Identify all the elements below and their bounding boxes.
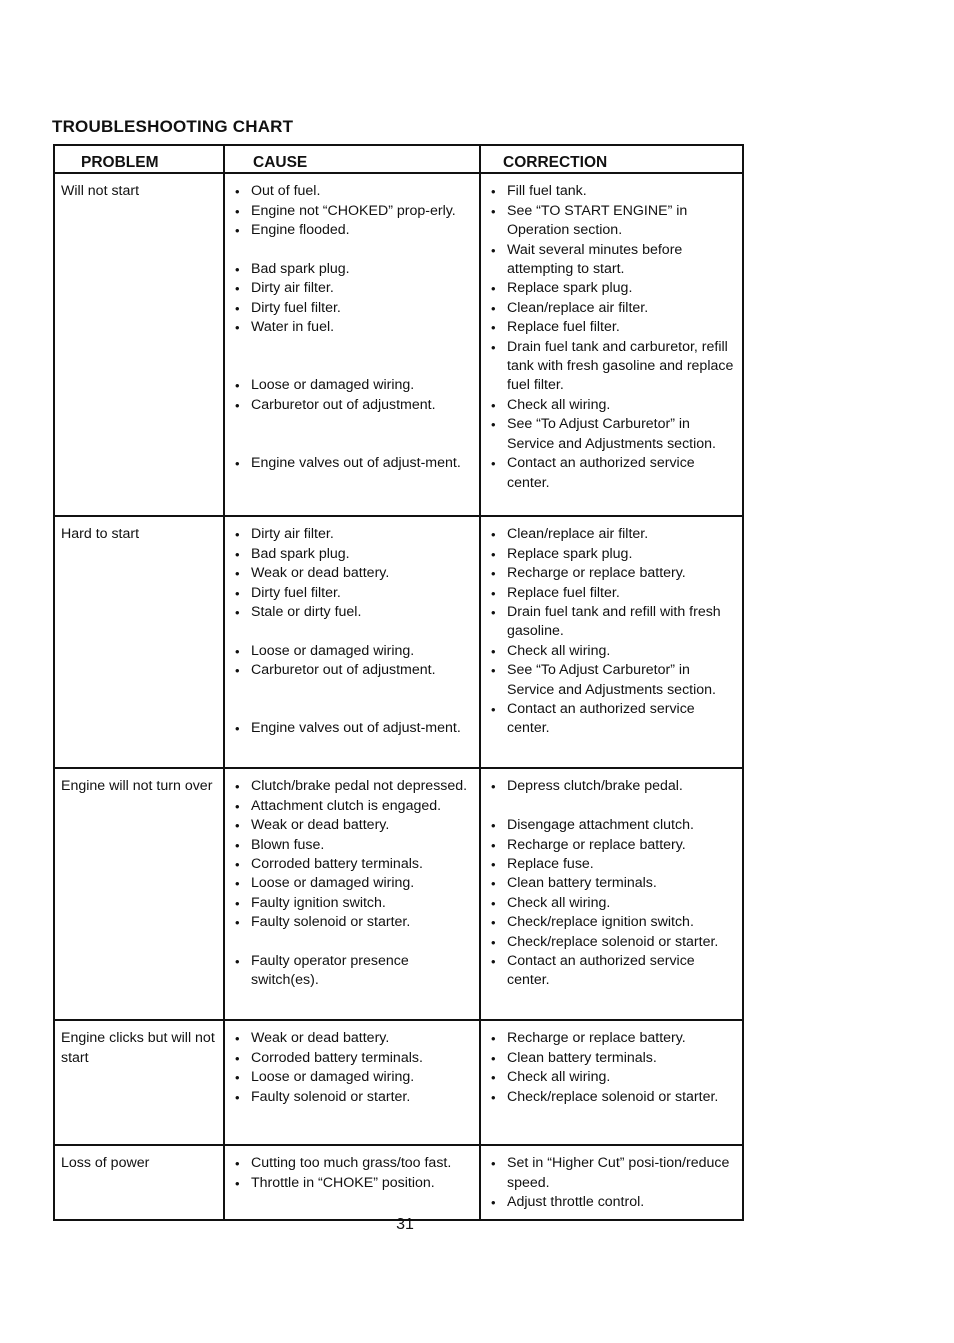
problem-cell: Loss of power [54, 1145, 224, 1219]
list-item: • Replace fuel filter. [487, 318, 736, 337]
table-row [54, 768, 743, 1020]
list-item: • See “TO START ENGINE” in Operation section. [487, 202, 736, 241]
list-item: • Bad spark plug. [231, 545, 473, 564]
column-header-cause: CAUSE [224, 145, 480, 173]
list-item: • Dirty air filter. [231, 525, 473, 544]
list-item: • Attachment clutch is engaged. [231, 797, 473, 816]
list-item: • Dirty fuel filter. [231, 299, 473, 318]
problem-cell: Hard to start [54, 516, 224, 768]
list-item: • Engine valves out of adjust-ment. [231, 719, 473, 738]
list-item: • Adjust throttle control. [487, 1193, 736, 1212]
list-item: • Corroded battery terminals. [231, 1049, 473, 1068]
page-number: 31 [396, 1216, 414, 1233]
cause-cell [224, 1020, 480, 1145]
list-item: • Check all wiring. [487, 894, 736, 913]
problem-cell: Will not start [54, 173, 224, 516]
page-title: TROUBLESHOOTING CHART [52, 117, 294, 136]
list-item: • Clutch/brake pedal not depressed. [231, 777, 473, 796]
table-row [54, 173, 743, 516]
cause-cell [224, 516, 480, 768]
list-item: • See “To Adjust Carburetor” in Service and Adjustments section. [487, 661, 736, 700]
list-item: • Out of fuel. [231, 182, 473, 201]
list-item: • Blown fuse. [231, 836, 473, 855]
correction-cell [480, 768, 743, 1020]
list-item: • Check/replace solenoid or starter. [487, 1088, 736, 1107]
list-item: • Throttle in “CHOKE” position. [231, 1174, 473, 1193]
correction-cell [480, 1145, 743, 1219]
list-item: • Recharge or replace battery. [487, 564, 736, 583]
list-item: • Check all wiring. [487, 1068, 736, 1087]
list-item: • Depress clutch/brake pedal. [487, 777, 736, 796]
list-item: • Check/replace solenoid or starter. [487, 933, 736, 952]
list-item: • Replace spark plug. [487, 545, 736, 564]
correction-cell [480, 516, 743, 768]
list-item: • Clean battery terminals. [487, 1049, 736, 1068]
list-item: • Drain fuel tank and refill with fresh gasoline. [487, 603, 736, 642]
list-item: • Check all wiring. [487, 642, 736, 661]
list-item: • Carburetor out of adjustment. [231, 396, 473, 415]
list-item: • Recharge or replace battery. [487, 1029, 736, 1048]
list-item: • Replace fuse. [487, 855, 736, 874]
list-item: • Carburetor out of adjustment. [231, 661, 473, 680]
cause-cell [224, 1145, 480, 1219]
list-item: • Replace fuel filter. [487, 584, 736, 603]
list-item: • Clean/replace air filter. [487, 299, 736, 318]
problem-cell: Engine will not turn over [54, 768, 224, 1020]
list-item: • Check all wiring. [487, 396, 736, 415]
list-item: • Weak or dead battery. [231, 564, 473, 583]
list-item: • Faulty solenoid or starter. [231, 913, 473, 932]
list-item: • Faulty ignition switch. [231, 894, 473, 913]
correction-cell [480, 1020, 743, 1145]
table-header-row [54, 145, 743, 173]
list-item: • Engine valves out of adjust-ment. [231, 454, 473, 473]
list-item: • Dirty air filter. [231, 279, 473, 298]
list-item: • Loose or damaged wiring. [231, 1068, 473, 1087]
list-item: • Bad spark plug. [231, 260, 473, 279]
list-item: • Set in “Higher Cut” posi-tion/reduce speed. [487, 1154, 736, 1193]
table-row [54, 1145, 743, 1219]
list-item: • Disengage attachment clutch. [487, 816, 736, 835]
list-item: • Faulty operator presence switch(es). [231, 952, 473, 991]
table-row [54, 1020, 743, 1145]
list-item: • Loose or damaged wiring. [231, 376, 473, 395]
list-item: • Engine not “CHOKED” prop-erly. [231, 202, 473, 221]
list-item: • Contact an authorized service center. [487, 952, 736, 991]
column-header-correction: CORRECTION [480, 145, 743, 173]
list-item: • Drain fuel tank and carburetor, refill tank with fresh gasoline and replace fuel filter. [487, 338, 736, 396]
column-header-problem: PROBLEM [54, 145, 224, 173]
list-item: • Weak or dead battery. [231, 816, 473, 835]
cause-cell [224, 173, 480, 516]
list-item: • Dirty fuel filter. [231, 584, 473, 603]
list-item: • Contact an authorized service center. [487, 700, 736, 739]
list-item: • Corroded battery terminals. [231, 855, 473, 874]
list-item: • Wait several minutes before attempting to start. [487, 241, 736, 280]
list-item: • Fill fuel tank. [487, 182, 736, 201]
table-row [54, 516, 743, 768]
list-item: • Clean battery terminals. [487, 874, 736, 893]
list-item: • Replace spark plug. [487, 279, 736, 298]
cause-cell [224, 768, 480, 1020]
list-item: • Stale or dirty fuel. [231, 603, 473, 622]
list-item: • Recharge or replace battery. [487, 836, 736, 855]
list-item: • Contact an authorized service center. [487, 454, 736, 493]
list-item: • Loose or damaged wiring. [231, 874, 473, 893]
list-item: • Clean/replace air filter. [487, 525, 736, 544]
troubleshooting-table [53, 144, 744, 1221]
list-item: • Engine flooded. [231, 221, 473, 240]
list-item: • Cutting too much grass/too fast. [231, 1154, 473, 1173]
list-item: • See “To Adjust Carburetor” in Service and Adjustments section. [487, 415, 736, 454]
problem-cell: Engine clicks but will not start [54, 1020, 224, 1145]
list-item: • Loose or damaged wiring. [231, 642, 473, 661]
list-item: • Weak or dead battery. [231, 1029, 473, 1048]
list-item: • Water in fuel. [231, 318, 473, 337]
list-item: • Faulty solenoid or starter. [231, 1088, 473, 1107]
list-item: • Check/replace ignition switch. [487, 913, 736, 932]
correction-cell [480, 173, 743, 516]
